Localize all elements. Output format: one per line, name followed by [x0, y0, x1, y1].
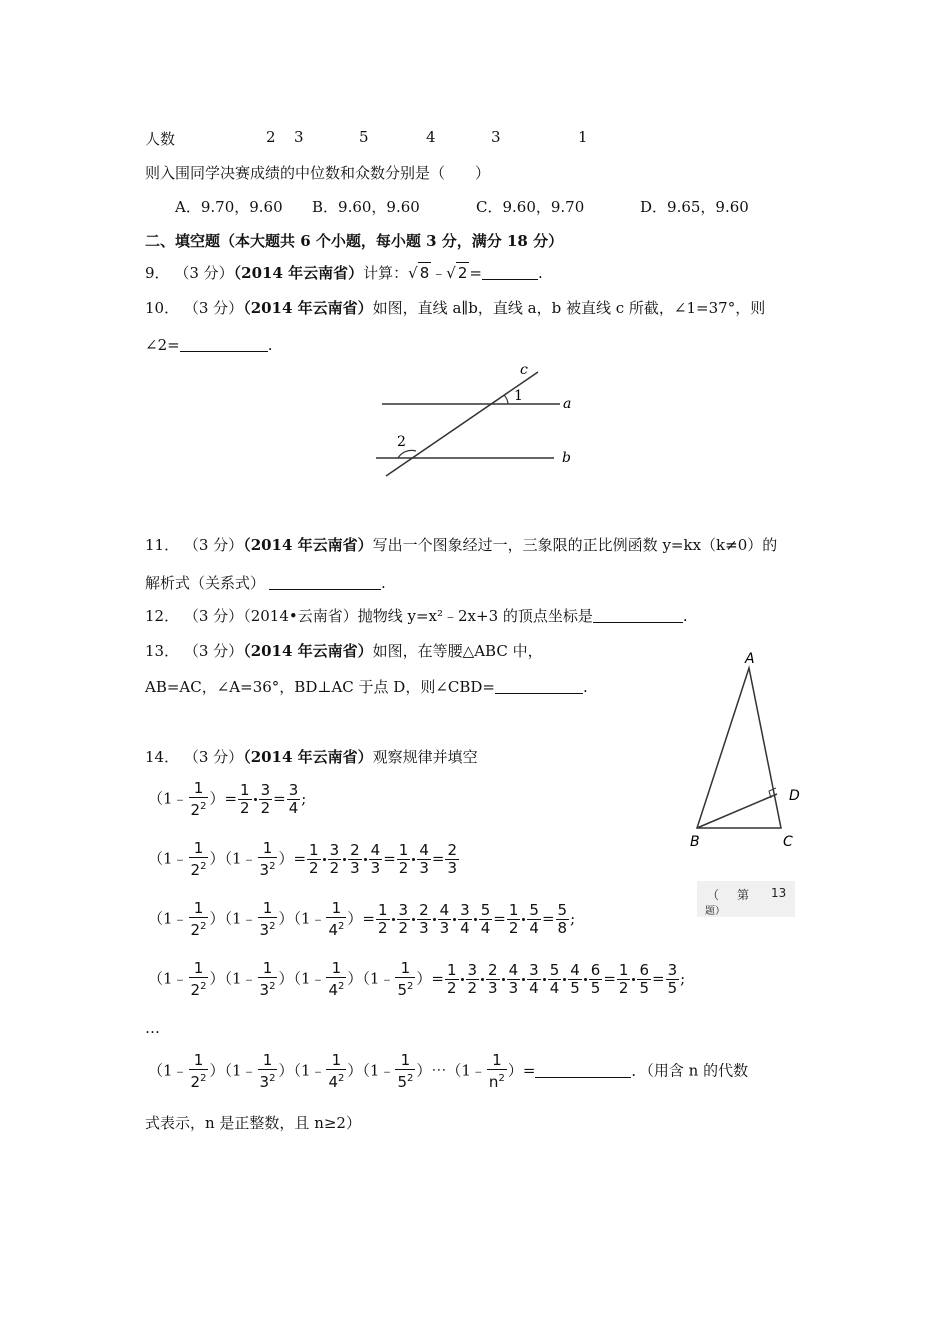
label-a: a [563, 396, 572, 412]
q8-option-d: D．9.65，9.60 [640, 198, 749, 216]
table-row-label: 人数 [145, 130, 176, 148]
q11-line1 [145, 535, 777, 555]
q8-option-b: B．9.60，9.60 [312, 198, 420, 216]
formula-row: （1﹣ $\frac{1}{2^2}$ ）（1﹣ $\frac{1}{3^2}$ ）（1﹣ $\frac{1}{4^2}$ ）（1﹣ $\frac{1}{5^2}$ ）= $\frac{1}{2}$ $\frac{3}{2}$ $\frac{2}{3}$ $\frac{4}{3}$ $\frac{3}{4}$ $\frac{5}{4}$ $\frac{4}{5}$ $\frac{6}{5}$ = $\frac{1}{2}$ $\frac{6}{5}$ = $\frac{3}{5}$ ; [148, 959, 686, 999]
figure-caption [697, 881, 795, 917]
table-cell: 1 [578, 128, 588, 146]
table-cell: 3 [294, 128, 304, 146]
triangle-abc [697, 668, 781, 828]
q10-text2: ∠2= [145, 336, 180, 354]
table-cell: 5 [359, 128, 369, 146]
q12-score: （3 分） [183, 607, 244, 625]
q11-line2: 解析式（关系式） . [145, 574, 386, 592]
q8-option-c: C．9.60，9.70 [476, 198, 585, 216]
q12-text: 抛物线 y=x²﹣2x+3 的顶点坐标是 [357, 607, 593, 625]
caption-open: （ [707, 888, 720, 902]
parallel-lines-figure [370, 360, 590, 480]
q9-source: （2014 年云南省） [233, 264, 364, 282]
answer-blank[interactable] [535, 1063, 631, 1078]
answer-blank[interactable] [593, 608, 683, 623]
q10-line1 [145, 298, 765, 318]
q8-stem: 则入围同学决赛成绩的中位数和众数分别是（ ） [145, 164, 491, 182]
q12: 12． （3 分）（2014•云南省）抛物线 y=x²﹣2x+3 的顶点坐标是 . [145, 607, 688, 625]
q13-number: 13． [145, 642, 180, 660]
q11-score: （3 分） [183, 536, 244, 554]
answer-blank[interactable] [482, 265, 538, 280]
formula-row: （1﹣ $\frac{1}{2^2}$ ）= $\frac{1}{2}$ $\frac{3}{2}$ = $\frac{3}{4}$ ; [148, 779, 307, 819]
q13-line1 [145, 641, 543, 661]
q9: 9． （3 分）（2014 年云南省）计算：√ 8 ﹣√ 2 = . [145, 264, 543, 282]
q9-score: （3 分） [174, 264, 234, 282]
answer-blank[interactable] [495, 679, 583, 694]
q14-tail-line2: 式表示，n 是正整数，且 n≥2） [145, 1114, 361, 1132]
q10-score: （3 分） [183, 299, 244, 317]
q13-source: （2014 年云南省） [243, 642, 373, 660]
sqrt-icon: √ [408, 264, 418, 282]
q13-score: （3 分） [183, 642, 244, 660]
label-B: B [690, 834, 700, 850]
triangle-figure [685, 648, 810, 858]
q14-source: （2014 年云南省） [243, 748, 373, 766]
table-cell: 2 [266, 128, 276, 146]
q10-number: 10． [145, 299, 180, 317]
label-A: A [745, 651, 755, 667]
q11-text: 写出一个图象经过一，三象限的正比例函数 y=kx（k≠0）的 [372, 536, 778, 554]
q13-text: 如图，在等腰△ABC 中， [372, 642, 543, 660]
q9-eq: = [469, 264, 482, 282]
caption-word: 第 [737, 888, 750, 902]
formula-row: （1﹣ $\frac{1}{2^2}$ ）（1﹣ $\frac{1}{3^2}$ ）（1﹣ $\frac{1}{4^2}$ ）= $\frac{1}{2}$ $\frac{3}{2}$ $\frac{2}{3}$ $\frac{4}{3}$ $\frac{3}{4}$ $\frac{5}{4}$ = $\frac{1}{2}$ $\frac{5}{4}$ = $\frac{5}{8}$ ; [148, 899, 576, 939]
formula-row: （1﹣ $\frac{1}{2^2}$ ）（1﹣ $\frac{1}{3^2}$ ）= $\frac{1}{2}$ $\frac{3}{2}$ $\frac{2}{3}$ $\frac{4}{3}$ = $\frac{1}{2}$ $\frac{4}{3}$ = $\frac{2}{3}$ [148, 839, 457, 879]
label-c: c [520, 362, 528, 378]
label-2: 2 [397, 434, 406, 450]
q14-text: 观察规律并填空 [372, 748, 478, 766]
ellipsis: … [145, 1019, 160, 1037]
q9-rad2: 2 [457, 264, 468, 282]
q12-source: （2014•云南省） [243, 607, 358, 625]
q11-number: 11． [145, 536, 180, 554]
q14-tail: ．（用含 n 的代数 [631, 1061, 749, 1080]
label-b: b [562, 450, 571, 466]
answer-blank[interactable] [180, 337, 268, 352]
q9-minus: ﹣ [431, 264, 447, 282]
q10-text: 如图，直线 a∥b，直线 a，b 被直线 c 所截，∠1=37°，则 [372, 299, 766, 317]
q11-text2: 解析式（关系式） [145, 574, 266, 592]
segment-bd [697, 794, 777, 828]
q8-option-a: A．9.70，9.60 [175, 198, 283, 216]
label-1: 1 [514, 388, 523, 404]
q11-source: （2014 年云南省） [243, 536, 373, 554]
q14-stem [145, 747, 478, 767]
angle-1-arc [504, 395, 508, 404]
sqrt-icon: √ [446, 264, 456, 282]
q13-line2: AB=AC，∠A=36°，BD⊥AC 于点 D，则∠CBD= . [145, 678, 588, 696]
label-D: D [789, 788, 800, 804]
q10-line2: ∠2= . [145, 336, 273, 354]
table-cell: 4 [426, 128, 436, 146]
answer-blank[interactable] [269, 575, 381, 590]
section-title: 二、填空题（本大题共 6 个小题，每小题 3 分，满分 18 分） [145, 232, 564, 250]
q14-score: （3 分） [183, 748, 244, 766]
q13-text2: AB=AC，∠A=36°，BD⊥AC 于点 D，则∠CBD= [145, 678, 495, 696]
caption-end: 题） [705, 906, 725, 917]
table-cell: 3 [491, 128, 501, 146]
q10-source: （2014 年云南省） [243, 299, 373, 317]
q9-number: 9． [145, 264, 170, 282]
q12-number: 12． [145, 607, 180, 625]
q9-text: 计算： [363, 264, 409, 282]
label-C: C [783, 834, 793, 850]
q14-number: 14． [145, 748, 180, 766]
formula-row-final: （1﹣ $\frac{1}{2^2}$ ）（1﹣ $\frac{1}{3^2}$ ）（1﹣ $\frac{1}{4^2}$ ）（1﹣ $\frac{1}{5^2}$ ）⋯（1﹣ $\frac{1}{n^2}$ ）= ．（用含 n 的代数 [148, 1051, 749, 1091]
q9-rad1: 8 [419, 264, 430, 282]
caption-num: 13 [771, 886, 787, 900]
